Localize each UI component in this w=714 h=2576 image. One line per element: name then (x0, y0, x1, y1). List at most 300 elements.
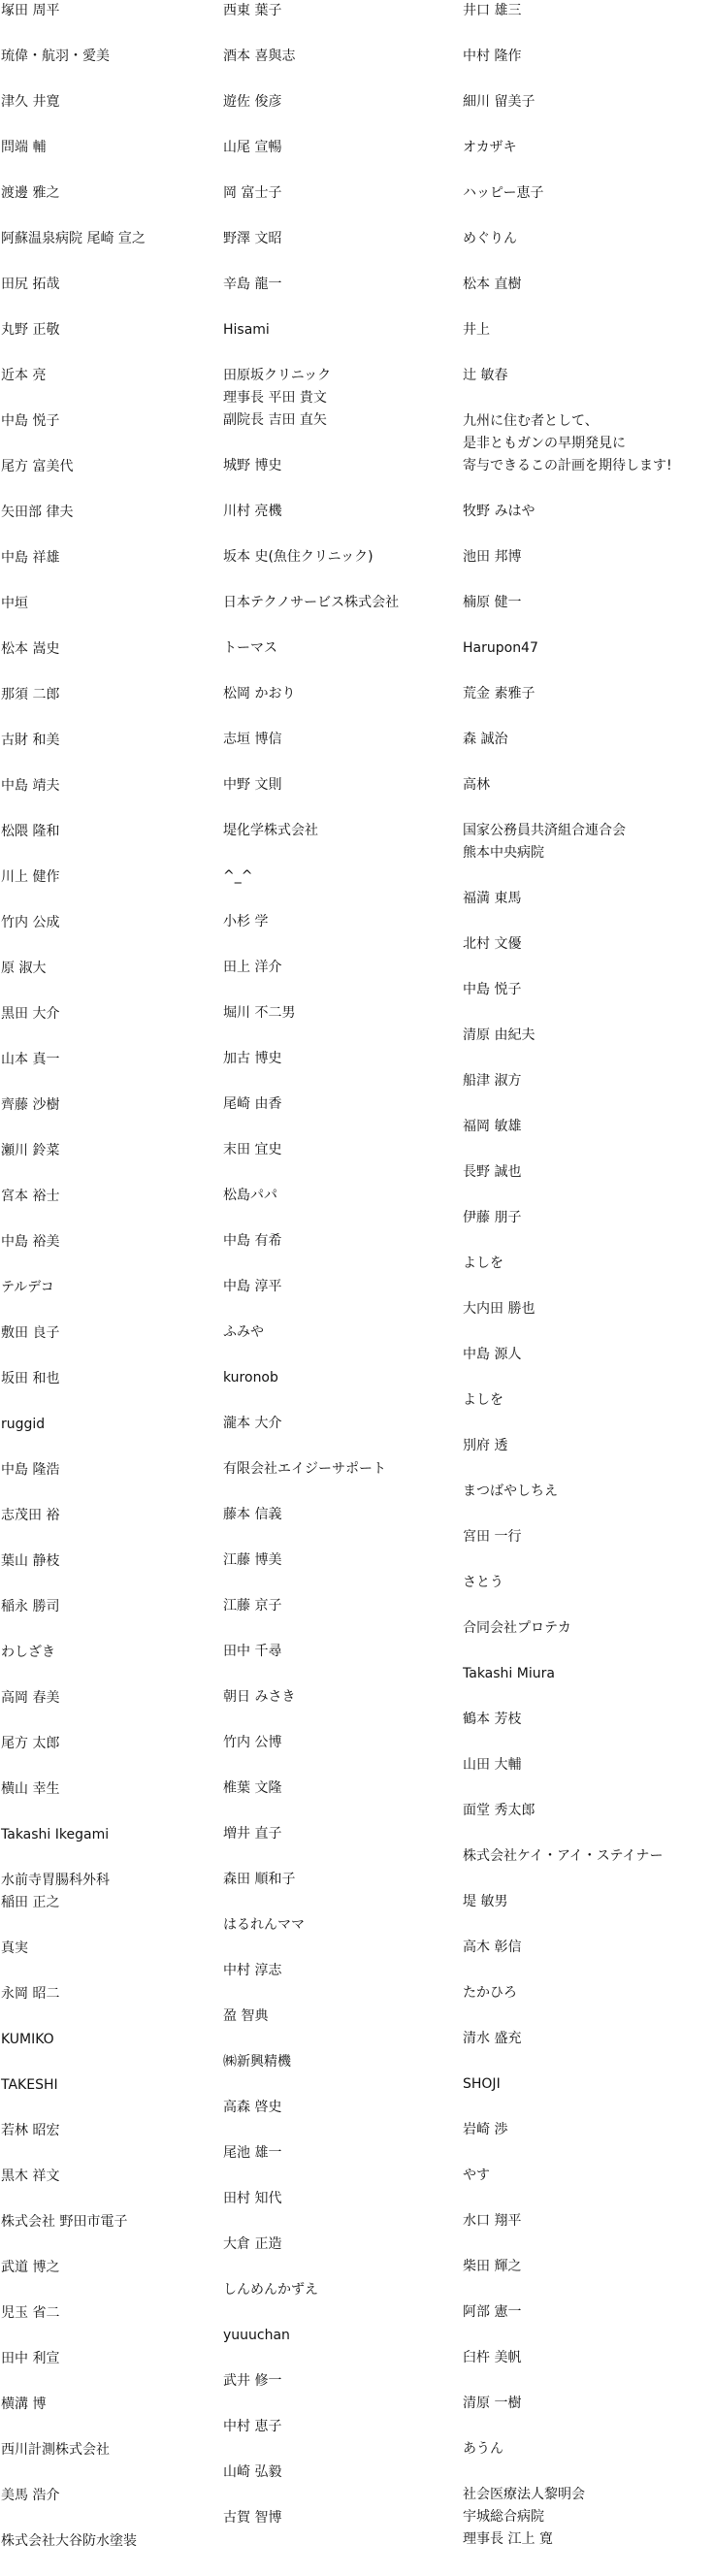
supporter-name (223, 1458, 463, 1481)
supporter-name (463, 820, 714, 864)
supporter-name-line: 原 淑大 (1, 961, 47, 976)
supporter-name (1, 1140, 223, 1162)
supporter-name-line: 瀧本 大介 (223, 1416, 282, 1431)
supporter-name-line: 田上 洋介 (223, 960, 282, 975)
supporter-name (463, 2301, 714, 2324)
supporter-name (223, 228, 463, 250)
supporter-name-line: 瀬川 鈴菜 (1, 1143, 60, 1158)
supporter-name (223, 1230, 463, 1253)
supporter-name-line: 酒本 喜與志 (223, 49, 296, 64)
supporter-name-line: わしざき (1, 1645, 55, 1660)
supporter-name-line: 山本 真一 (1, 1052, 60, 1067)
supporter-name (1, 958, 223, 980)
supporter-name (463, 2256, 714, 2278)
supporter-name-line: 別府 透 (463, 1438, 508, 1453)
supporter-name-line: 中島 源人 (463, 1347, 522, 1362)
supporter-name (223, 1093, 463, 1116)
supporter-name-line: 山崎 弘毅 (223, 2464, 282, 2480)
supporter-name (223, 1595, 463, 1617)
supporter-name-line: 堀川 不二男 (223, 1005, 296, 1021)
supporter-name-line: 藤本 信義 (223, 1507, 282, 1522)
supporter-name-line: 是非ともガンの早期発見に (463, 436, 626, 451)
supporter-name (463, 1937, 714, 1959)
supporter-name-line: しんめんかずえ (223, 2282, 318, 2298)
supporter-name-line: 松島パパ (223, 1188, 277, 1203)
supporter-name (1, 2485, 223, 2507)
supporter-name (463, 2028, 714, 2050)
supporter-name-line: ハッピー恵子 (463, 185, 544, 201)
supporter-name-line: 西川計測株式会社 (1, 2442, 110, 2458)
supporter-name (1, 319, 223, 342)
supporter-name (463, 1800, 714, 1822)
supporter-name-line: 黒田 大介 (1, 1006, 60, 1022)
supporter-name (223, 637, 463, 660)
supporter-name (223, 729, 463, 751)
supporter-name-line: 塚田 周平 (1, 3, 60, 18)
supporter-name (463, 1845, 714, 1868)
name-column-right (463, 0, 714, 2576)
supporter-name-line: 中島 悦子 (1, 413, 60, 429)
supporter-name (223, 865, 463, 888)
supporter-name-line: 宮本 裕士 (1, 1189, 60, 1204)
supporter-name-line: 黒木 祥文 (1, 2168, 60, 2184)
supporter-name-line: 川上 健作 (1, 869, 60, 885)
supporter-name (1, 2074, 223, 2097)
supporter-name-line: 阿部 憲一 (463, 2304, 522, 2320)
supporter-name-line: 株式会社 野田市電子 (1, 2214, 128, 2230)
supporter-name-line: 竹内 公博 (223, 1735, 282, 1750)
supporter-name-line: 水前寺胃腸科外科 (1, 1873, 110, 1888)
supporter-name-line: KUMIKO (1, 2032, 54, 2047)
supporter-name (1, 1733, 223, 1755)
supporter-name-line: 坂本 史(魚住クリニック) (223, 549, 373, 565)
supporter-name-line: 高森 啓史 (223, 2100, 282, 2115)
supporter-name-line: 社会医療法人黎明会 (463, 2487, 585, 2502)
supporter-name (463, 1161, 714, 1184)
supporter-name-line: 株式会社ケイ・アイ・ステイナー (463, 1848, 664, 1864)
supporter-name-line: 中島 靖夫 (1, 778, 60, 794)
supporter-name (463, 2484, 714, 2551)
supporter-name (223, 1641, 463, 1663)
supporter-name (1, 1368, 223, 1390)
name-column-middle (223, 0, 463, 2576)
supporter-name (223, 1960, 463, 1982)
supporter-name-line: 清原 由紀夫 (463, 1027, 536, 1043)
supporter-name-line: よしを (463, 1392, 503, 1408)
supporter-name-line: 若林 昭宏 (1, 2123, 60, 2138)
supporter-name-line: 森 誠治 (463, 732, 508, 747)
supporter-name-line: 末田 宜史 (223, 1142, 282, 1158)
supporter-name-line: 合同会社プロテカ (463, 1620, 571, 1636)
supporter-name-line: 楠原 健一 (463, 595, 522, 610)
supporter-name-line: 高林 (463, 777, 490, 793)
supporter-name-line: 福満 東馬 (463, 891, 522, 906)
supporter-name-line: 清水 盛充 (463, 2031, 522, 2046)
supporter-name-line: 辻 敏春 (463, 368, 508, 383)
supporter-name (463, 774, 714, 797)
supporter-name (1, 730, 223, 752)
supporter-name (1, 182, 223, 205)
supporter-name (463, 592, 714, 614)
supporter-name-line: ruggid (1, 1417, 46, 1432)
supporter-name (1, 0, 223, 22)
supporter-name-line: 大内田 勝也 (463, 1301, 536, 1317)
supporter-name (463, 2438, 714, 2461)
supporter-name (463, 683, 714, 705)
supporter-name (223, 2234, 463, 2256)
supporter-name (463, 2165, 714, 2187)
supporter-name (463, 2210, 714, 2233)
supporter-name (1, 638, 223, 661)
supporter-name (1, 1687, 223, 1710)
supporter-name (223, 137, 463, 159)
supporter-name (1, 228, 223, 250)
supporter-name (463, 1435, 714, 1457)
supporter-name-line: 中島 祥雄 (1, 550, 60, 566)
supporter-name (463, 933, 714, 956)
supporter-name-line: 中島 隆浩 (1, 1462, 60, 1478)
supporter-name (463, 274, 714, 296)
supporter-name-line: 齊藤 沙樹 (1, 1097, 60, 1113)
supporter-name-line: 面堂 秀太郎 (463, 1803, 536, 1818)
supporter-name (463, 1481, 714, 1503)
supporter-name-line: 尾池 雄一 (223, 2145, 282, 2161)
supporter-name-line: 江藤 博美 (223, 1552, 282, 1568)
supporter-name (223, 1732, 463, 1754)
supporter-name-line: Takashi Ikegami (1, 1827, 110, 1842)
supporter-name-line: 副院長 吉田 直矢 (223, 412, 327, 428)
supporter-name-line: 山尾 宣暢 (223, 140, 282, 155)
supporter-name (463, 1116, 714, 1138)
supporter-name (463, 410, 714, 477)
supporter-name (223, 1321, 463, 1344)
supporter-name (223, 182, 463, 205)
supporter-name (223, 1048, 463, 1070)
supporter-name (463, 1070, 714, 1092)
supporter-name-line: 尾崎 由香 (223, 1096, 282, 1112)
supporter-name-line: 船津 淑方 (463, 1073, 522, 1089)
supporter-name (1, 365, 223, 387)
supporter-name (463, 46, 714, 68)
supporter-name-line: 朝日 みさき (223, 1689, 296, 1705)
supporter-name (1, 2530, 223, 2553)
supporter-name (223, 501, 463, 523)
supporter-name-line: やす (463, 2168, 490, 2183)
supporter-name (223, 683, 463, 705)
supporter-name (223, 911, 463, 933)
supporter-name-line: 尾方 富美代 (1, 459, 74, 474)
supporter-name-line: 辛島 龍一 (223, 277, 282, 292)
supporter-name-line: 大倉 正造 (223, 2236, 282, 2252)
supporter-name (223, 2005, 463, 2028)
supporter-name (223, 820, 463, 842)
supporter-name-line: 松岡 かおり (223, 686, 296, 701)
supporter-name-line: 近本 亮 (1, 368, 47, 383)
supporter-name-line: Harupon47 (463, 640, 538, 656)
supporter-name-line: 高木 彰信 (463, 1940, 522, 1955)
supporter-name (1, 2257, 223, 2279)
supporter-name (223, 1686, 463, 1709)
supporter-name-line: 北村 文優 (463, 936, 522, 952)
supporter-name-line: 渡邊 雅之 (1, 185, 60, 201)
supporter-name-line: 椎葉 文隆 (223, 1780, 282, 1796)
supporter-name (463, 1754, 714, 1777)
supporter-name (1, 1277, 223, 1299)
supporter-name (223, 91, 463, 114)
supporter-name-line: 高岡 春美 (1, 1690, 60, 1706)
supporter-name-line: 国家公務員共済組合連合会 (463, 823, 626, 838)
supporter-name (223, 2507, 463, 2529)
supporter-name (1, 410, 223, 433)
supporter-name (463, 182, 714, 205)
supporter-name-line: トーマス (223, 640, 277, 656)
supporter-name-line: ㈱新興精機 (223, 2054, 291, 2070)
supporter-name-line: ふみや (223, 1324, 264, 1340)
supporter-name-line: 児玉 省二 (1, 2305, 60, 2321)
supporter-name-line: 伊藤 朋子 (463, 1210, 522, 1225)
supporter-name (463, 1298, 714, 1321)
supporter-name (1, 456, 223, 478)
supporter-name (1, 2348, 223, 2370)
supporter-name (223, 1002, 463, 1025)
supporter-name (463, 501, 714, 523)
supporter-name-line: 岡 富士子 (223, 185, 282, 201)
supporter-name (463, 637, 714, 660)
supporter-name-line: オカザキ (463, 140, 517, 155)
supporter-name-line: 小杉 学 (223, 914, 269, 929)
supporter-name (1, 91, 223, 114)
supporter-name-line: 清原 一樹 (463, 2396, 522, 2411)
supporter-name-line: テルデコ (1, 1280, 54, 1295)
supporter-name-line: 理事長 江上 寛 (463, 2531, 553, 2547)
supporter-name-line: 葉山 静枝 (1, 1553, 60, 1569)
supporter-name (1, 2211, 223, 2234)
supporter-name-line: 株式会社大谷防水塗装 (1, 2533, 137, 2549)
supporter-name-line: 池田 邦博 (463, 549, 522, 565)
supporter-name-line: 熊本中央病院 (463, 845, 544, 861)
supporter-name-line: 中島 淳平 (223, 1279, 282, 1294)
supporter-name (463, 0, 714, 22)
supporter-name (1, 2439, 223, 2462)
supporter-name (463, 365, 714, 387)
supporter-name-line: ^_^ (223, 868, 253, 884)
supporter-name (463, 91, 714, 114)
supporter-name-line: 稲田 正之 (1, 1895, 60, 1910)
supporter-name-line: 加古 博史 (223, 1051, 282, 1066)
supporter-name-line: たかひろ (463, 1985, 517, 2001)
supporter-name (1, 2302, 223, 2325)
supporter-name (223, 2142, 463, 2165)
supporter-name (463, 1891, 714, 1913)
supporter-name (223, 0, 463, 22)
supporter-name (463, 1709, 714, 1731)
supporter-name-line: 敷田 良子 (1, 1325, 60, 1341)
supporter-name-line: 田中 利宣 (1, 2351, 60, 2366)
supporter-name (223, 455, 463, 477)
supporter-name-line: まつばやしちえ (463, 1484, 558, 1499)
supporter-name (223, 2325, 463, 2347)
supporter-name-line: 古賀 智博 (223, 2510, 282, 2526)
supporter-name-line: めぐりん (463, 231, 517, 246)
supporter-name (463, 319, 714, 342)
supporter-name (1, 1186, 223, 1208)
supporter-name (463, 888, 714, 910)
supporter-name (463, 2393, 714, 2415)
supporter-name (1, 1049, 223, 1071)
supporter-name-line: TAKESHI (1, 2077, 58, 2093)
supporter-name-line: 中島 悦子 (463, 982, 522, 997)
supporter-name-line: 増井 直子 (223, 1826, 282, 1842)
supporter-name (463, 979, 714, 1001)
supporter-name-line: 宇城総合病院 (463, 2509, 544, 2525)
supporter-name (1, 137, 223, 159)
supporter-name (1, 1824, 223, 1846)
supporter-name (463, 1526, 714, 1549)
supporter-name-line: 中島 裕美 (1, 1234, 60, 1250)
supporter-name (1, 1003, 223, 1026)
supporter-name (1, 1938, 223, 1960)
supporter-name (1, 684, 223, 706)
supporter-name-line: yuuuchan (223, 2328, 290, 2343)
supporter-name-line: 阿蘇温泉病院 尾崎 宣之 (1, 231, 146, 246)
supporter-name-line: 井口 雄三 (463, 3, 522, 18)
supporter-name (223, 1367, 463, 1389)
supporter-name-line: よしを (463, 1255, 503, 1271)
supporter-name (463, 2119, 714, 2141)
supporter-name-line: 鶴本 芳枝 (463, 1712, 522, 1727)
supporter-name (463, 2347, 714, 2369)
supporter-name (223, 1185, 463, 1207)
supporter-name (1, 1231, 223, 1254)
supporter-name-line: 中村 恵子 (223, 2419, 282, 2434)
supporter-name (1, 1505, 223, 1527)
supporter-name-line: 荒金 素雅子 (463, 686, 536, 701)
supporter-name-line: 岩崎 渉 (463, 2122, 508, 2137)
supporter-name-line: 井上 (463, 322, 490, 338)
supporter-name-line: 田中 千尋 (223, 1644, 282, 1659)
supporter-name-line: 水口 翔平 (463, 2213, 522, 2229)
supporter-name (1, 502, 223, 524)
supporter-name-line: 志垣 博信 (223, 732, 282, 747)
supporter-name (223, 1139, 463, 1161)
supporter-name-line: 寄与できるこの計画を期待します! (463, 458, 672, 473)
supporter-name (223, 46, 463, 68)
supporter-name-line: 江藤 京子 (223, 1598, 282, 1614)
supporter-name-line: 理事長 平田 貴文 (223, 390, 327, 406)
supporter-name (1, 2394, 223, 2416)
supporter-name-line: 川村 亮機 (223, 504, 282, 519)
supporter-name-line: 森田 順和子 (223, 1872, 296, 1887)
supporter-name (1, 1459, 223, 1482)
supporter-name-line: 美馬 浩介 (1, 2488, 60, 2503)
supporter-name (223, 1549, 463, 1572)
supporter-name (463, 1617, 714, 1640)
supporter-name (1, 2029, 223, 2051)
supporter-name (1, 593, 223, 615)
supporter-name-line: 永岡 昭二 (1, 1986, 60, 2002)
supporter-name-line: あうん (463, 2441, 503, 2457)
supporter-name (463, 2073, 714, 2096)
supporter-name-line: 稲永 勝司 (1, 1599, 60, 1614)
supporter-name (463, 228, 714, 250)
supporter-name (223, 2097, 463, 2119)
supporter-name (223, 1413, 463, 1435)
supporter-name-line: 津久 井寛 (1, 94, 60, 110)
supporter-name-line: kuronob (223, 1370, 278, 1386)
supporter-name (463, 1253, 714, 1275)
supporter-name (1, 547, 223, 570)
supporter-name (223, 365, 463, 432)
supporter-name-line: 志茂田 裕 (1, 1508, 60, 1523)
supporter-name (1, 1778, 223, 1801)
supporter-name-line: 矢田部 律夫 (1, 505, 74, 520)
supporter-name-line: 中村 淳志 (223, 1963, 282, 1978)
supporter-name-line: 山田 大輔 (463, 1757, 522, 1773)
supporter-name (223, 1777, 463, 1800)
supporter-name-line: 城野 博史 (223, 458, 282, 473)
supporter-name-line: 中野 文則 (223, 777, 282, 793)
supporter-name (223, 546, 463, 569)
supporter-name-line: 那須 二郎 (1, 687, 60, 702)
supporter-name-line: 丸野 正敬 (1, 322, 60, 338)
supporter-name-line: Hisami (223, 322, 270, 338)
supporter-name-line: 松隈 隆和 (1, 824, 60, 839)
supporter-name-line: 野澤 文昭 (223, 231, 282, 246)
supporter-name (463, 729, 714, 751)
supporter-name (223, 319, 463, 342)
supporter-name-line: 問端 輔 (1, 140, 47, 155)
supporter-name-line: 田尻 拓哉 (1, 277, 60, 292)
supporter-name-line: 臼杵 美帆 (463, 2350, 522, 2365)
supporter-name (463, 1344, 714, 1366)
supporter-name (1, 46, 223, 68)
supporter-name (1, 1983, 223, 2005)
supporter-name-line: 中村 隆作 (463, 49, 522, 64)
supporter-name-line: Takashi Miura (463, 1666, 555, 1681)
supporter-name-line: 横山 幸生 (1, 1781, 60, 1797)
supporter-name-line: 横溝 博 (1, 2397, 47, 2412)
supporter-name-line: 細川 留美子 (463, 94, 536, 110)
supporter-name (1, 1870, 223, 1914)
supporter-name-line: 遊佐 俊彦 (223, 94, 282, 110)
supporter-name (1, 912, 223, 934)
supporter-name (223, 1823, 463, 1845)
supporter-name (1, 2166, 223, 2188)
supporter-name-line: 古財 和美 (1, 733, 60, 748)
supporter-name-line: 宮田 一行 (463, 1529, 522, 1545)
supporter-name (1, 1642, 223, 1664)
supporter-name-line: 松本 嵩史 (1, 641, 60, 657)
supporter-name-line: 坂田 和也 (1, 1371, 60, 1386)
supporter-name-line: 堤化学株式会社 (223, 823, 318, 838)
supporter-name (223, 2188, 463, 2210)
supporter-name (1, 1550, 223, 1573)
supporter-name-line: 武道 博之 (1, 2260, 60, 2275)
supporter-name (1, 274, 223, 296)
supporter-name-line: SHOJI (463, 2076, 501, 2092)
supporter-name-line: 松本 直樹 (463, 277, 522, 292)
supporter-name-line: 琉偉・航羽・愛美 (1, 49, 110, 64)
supporter-name (223, 1504, 463, 1526)
supporter-name (463, 1572, 714, 1594)
supporter-name (463, 546, 714, 569)
supporter-name-line: 柴田 輝之 (463, 2259, 522, 2274)
supporter-name-line: 九州に住む者として、 (463, 413, 599, 429)
supporter-name-line: 真実 (1, 1940, 28, 1956)
supporter-name (1, 821, 223, 843)
supporter-name-line: 中垣 (1, 596, 28, 611)
supporter-name-line: 牧野 みはや (463, 504, 536, 519)
